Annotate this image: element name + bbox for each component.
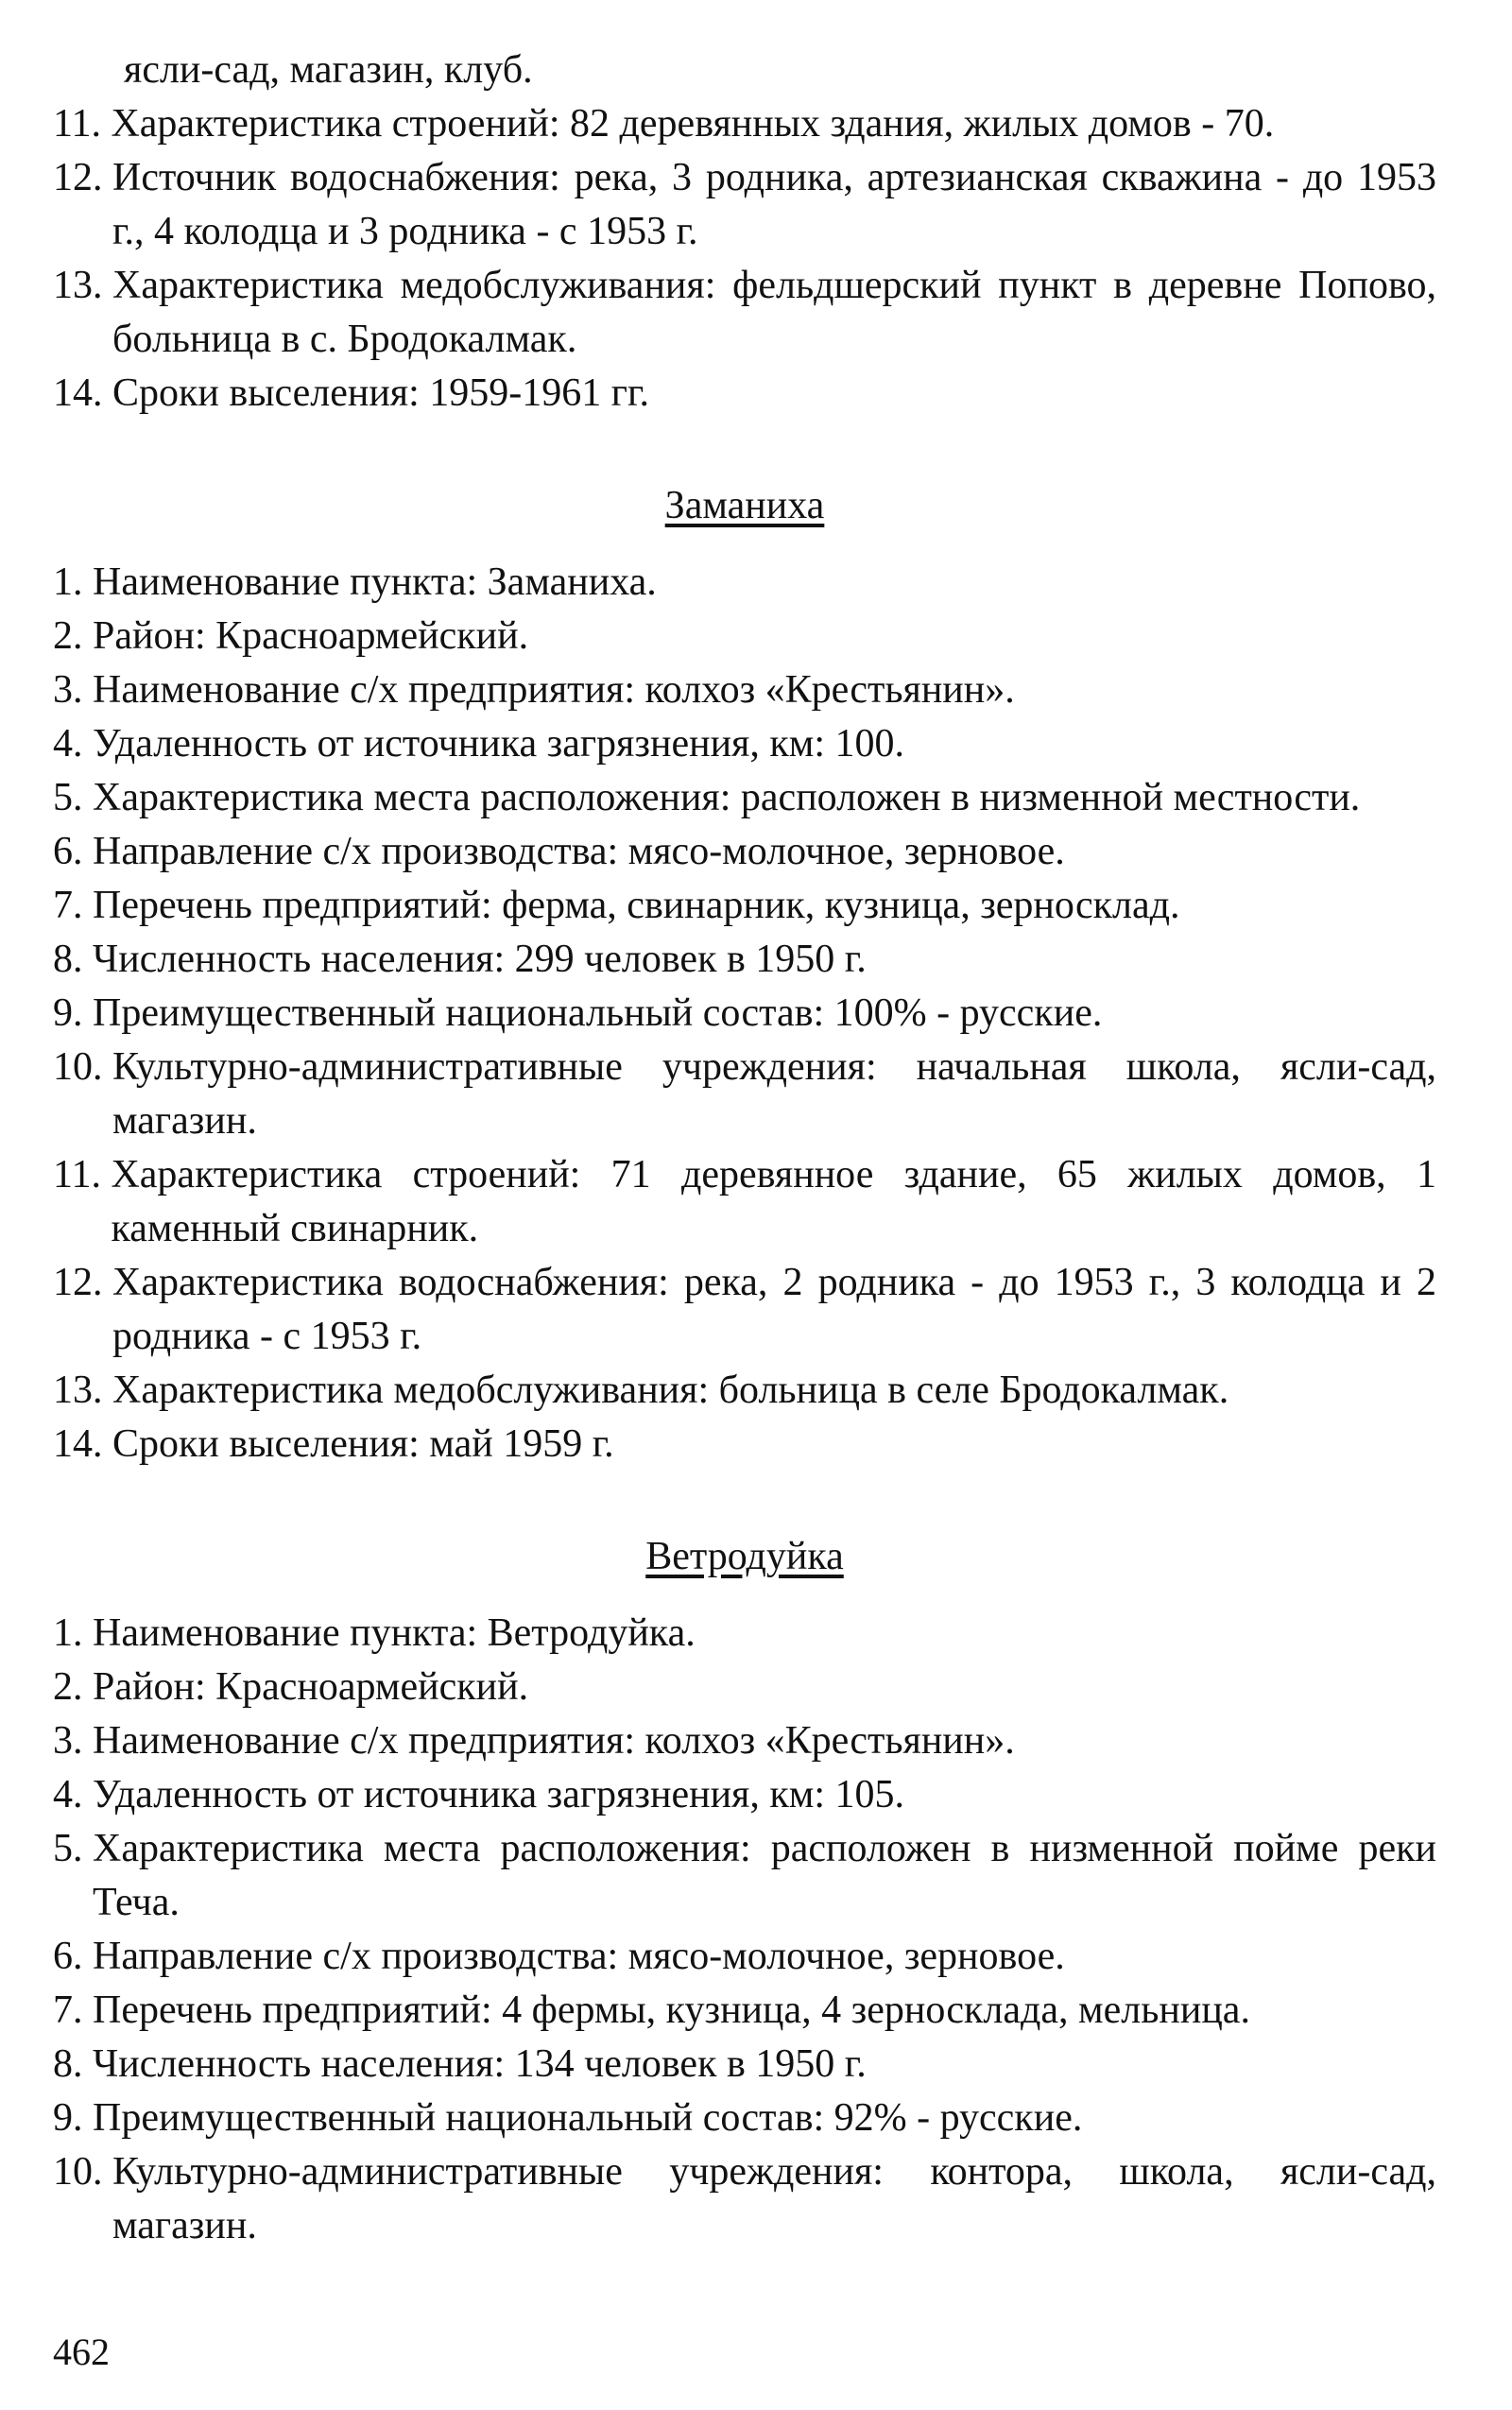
list-item <box>53 1768 1436 1822</box>
item-number: 13. <box>53 1369 112 1412</box>
list-item <box>53 2038 1436 2092</box>
item-number: 14. <box>53 1422 112 1466</box>
item-number: 5. <box>53 1827 93 1870</box>
item-text: Характеристика медобслуживания: больница в селе Бродокалмак. <box>112 1369 1229 1412</box>
list-item <box>53 556 1436 610</box>
list-item <box>53 1148 1436 1256</box>
list-item <box>53 97 1436 151</box>
item-number: 9. <box>53 2096 93 2140</box>
item-number: 10. <box>53 2150 112 2194</box>
list-item <box>53 1822 1436 1930</box>
page-number: 462 <box>53 2331 110 2373</box>
item-text: Культурно-административные учреждения: контора, школа, ясли-сад, магазин. <box>112 2150 1436 2247</box>
item-text: Численность населения: 134 человек в 1950 г. <box>93 2042 867 2086</box>
item-number: 4. <box>53 1773 93 1816</box>
item-number: 12. <box>53 1261 112 1304</box>
item-number: 10. <box>53 1045 112 1089</box>
item-number: 7. <box>53 884 93 927</box>
list-item <box>53 367 1436 421</box>
item-text: Характеристика медобслуживания: фельдшерский пункт в деревне Попово, больница в с. Бродокалмак. <box>112 264 1436 361</box>
list-item <box>53 1984 1436 2038</box>
item-text: Наименование с/х предприятия: колхоз «Крестьянин». <box>93 1719 1015 1763</box>
item-text: Преимущественный национальный состав: 92% - русские. <box>93 2096 1083 2140</box>
item-text: Наименование пункта: Заманиха. <box>93 560 657 604</box>
item-text: Направление с/х производства: мясо-молочное, зерновое. <box>93 1935 1065 1978</box>
item-number: 5. <box>53 776 93 819</box>
item-number: 11. <box>53 102 112 146</box>
item-number: 1. <box>53 560 93 604</box>
list-item <box>53 2092 1436 2145</box>
list-item <box>53 663 1436 717</box>
item-text: Удаленность от источника загрязнения, км: 100. <box>93 722 905 766</box>
list-item <box>53 1256 1436 1364</box>
item-text: Наименование с/х предприятия: колхоз «Крестьянин». <box>93 668 1015 712</box>
item-number: 8. <box>53 938 93 981</box>
section-zamanikha-list <box>53 556 1436 1472</box>
item-text: Характеристика строений: 82 деревянных здания, жилых домов - 70. <box>111 102 1275 146</box>
item-text: Характеристика водоснабжения: река, 2 родника - до 1953 г., 3 колодца и 2 родника - с 1953 г. <box>112 1261 1436 1358</box>
item-text: Перечень предприятий: ферма, свинарник, кузница, зерносклад. <box>93 884 1180 927</box>
section-continued-list <box>53 97 1436 421</box>
item-text: Наименование пункта: Ветродуйка. <box>93 1611 696 1655</box>
item-text: Преимущественный национальный состав: 100% - русские. <box>93 991 1103 1035</box>
item-number: 2. <box>53 1665 93 1709</box>
page-content <box>53 43 1436 2253</box>
section-heading-zamanikha: Заманиха <box>664 484 825 527</box>
list-item <box>53 1364 1436 1418</box>
item-number: 8. <box>53 2042 93 2086</box>
item-number: 7. <box>53 1988 93 2032</box>
item-number: 12. <box>53 156 112 199</box>
list-item <box>53 933 1436 987</box>
item-text: Перечень предприятий: 4 фермы, кузница, 4 зерносклада, мельница. <box>93 1988 1250 2032</box>
item-number: 1. <box>53 1611 93 1655</box>
list-item <box>53 1661 1436 1714</box>
list-item <box>53 879 1436 933</box>
item-number: 13. <box>53 264 112 307</box>
list-item <box>53 825 1436 879</box>
list-item <box>53 151 1436 259</box>
item-number: 4. <box>53 722 93 766</box>
list-item <box>53 1041 1436 1148</box>
section-heading-vetroduika: Ветродуйка <box>645 1535 844 1578</box>
item-text: Характеристика места расположения: расположен в низменной пойме реки Теча. <box>93 1827 1436 1924</box>
item-text: Характеристика места расположения: расположен в низменной местности. <box>93 776 1361 819</box>
item-number: 2. <box>53 614 93 658</box>
document-page <box>53 0 1436 2410</box>
item-text: Культурно-административные учреждения: начальная школа, ясли-сад, магазин. <box>112 1045 1436 1143</box>
item-number: 11. <box>53 1153 112 1196</box>
item-number: 9. <box>53 991 93 1035</box>
list-item <box>53 771 1436 825</box>
item-text: Удаленность от источника загрязнения, км: 105. <box>93 1773 905 1816</box>
list-item <box>53 259 1436 367</box>
item-number: 6. <box>53 1935 93 1978</box>
list-item <box>53 1607 1436 1661</box>
item-text: Направление с/х производства: мясо-молочное, зерновое. <box>93 830 1065 873</box>
section-vetroduika-list <box>53 1607 1436 2253</box>
item-number: 3. <box>53 668 93 712</box>
list-item <box>53 1418 1436 1472</box>
continued-text: ясли-сад, магазин, клуб. <box>124 48 533 92</box>
list-item <box>53 987 1436 1041</box>
item-text: Район: Красноармейский. <box>93 614 529 658</box>
item-number: 6. <box>53 830 93 873</box>
list-item <box>53 717 1436 771</box>
item-text: Район: Красноармейский. <box>93 1665 529 1709</box>
item-text: Сроки выселения: 1959-1961 гг. <box>112 371 649 415</box>
item-number: 14. <box>53 371 112 415</box>
list-item <box>53 1930 1436 1984</box>
list-item <box>53 610 1436 663</box>
list-item <box>53 1714 1436 1768</box>
list-item <box>53 2145 1436 2253</box>
item-text: Источник водоснабжения: река, 3 родника, артезианская скважина - до 1953 г., 4 колодца и 3 родника - с 1953 г. <box>112 156 1436 253</box>
item-text: Численность населения: 299 человек в 1950 г. <box>93 938 867 981</box>
item-text: Сроки выселения: май 1959 г. <box>112 1422 614 1466</box>
item-number: 3. <box>53 1719 93 1763</box>
item-text: Характеристика строений: 71 деревянное здание, 65 жилых домов, 1 каменный свинарник. <box>111 1153 1436 1250</box>
